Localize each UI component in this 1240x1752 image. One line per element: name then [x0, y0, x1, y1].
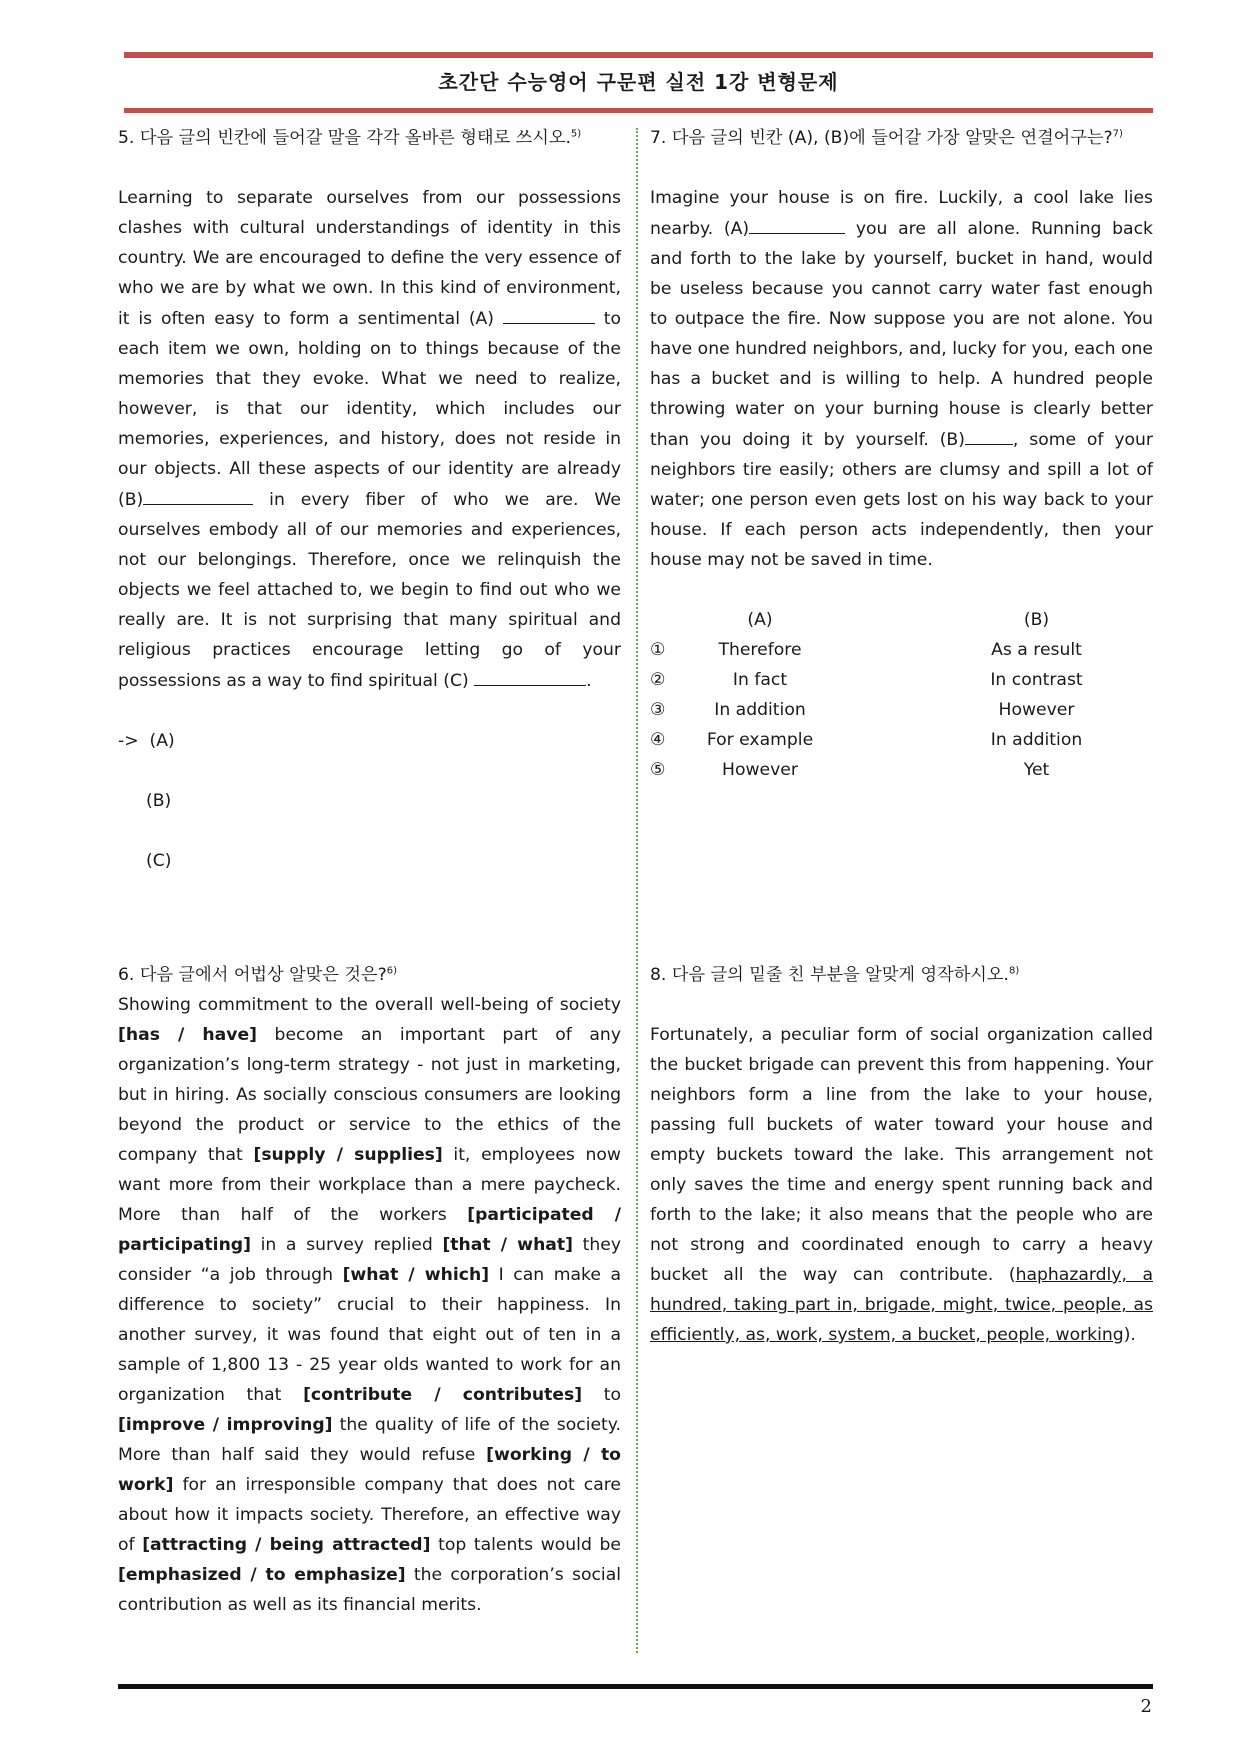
question-8-prompt: 8. 다음 글의 밑줄 친 부분을 알맞게 영작하시오.$^{8)}$ — [650, 965, 1020, 985]
grammar-option-5: [what / which] — [342, 1265, 490, 1285]
question-5 — [118, 123, 621, 876]
question-6-prompt: 6. 다음 글에서 어법상 알맞은 것은?$^{6)}$ — [118, 965, 397, 985]
choice-row[interactable] — [650, 695, 1153, 725]
question-5-prompt: 5. 다음 글의 빈칸에 들어갈 말을 각각 올바른 형태로 쓰시오.$^{5)}$ — [118, 128, 582, 148]
blank-7b — [965, 424, 1013, 445]
choice-b: However — [998, 700, 1075, 720]
choice-number: ⑤ — [650, 760, 666, 780]
choice-table — [650, 605, 1153, 785]
right-column — [650, 123, 1153, 1345]
grammar-option-7: [improve / improving] — [118, 1415, 333, 1435]
question-8-passage: Fortunately, a peculiar form of social organization called the bucket brigade can prevent this from happening. Your neighbors form a line from the lake to your house, passing full buckets of water toward your house and empty buckets toward the lake. This arrangement not only saves the time and energy spent running back and forth to the lake; it also means that the people who are not strong and coordinated enough to carry a heavy bucket all the way can contribute. (haphazardly, a hundred, taking part in, brigade, might, twice, people, as efficiently, as, work, system, a bucket, people, working). — [650, 1025, 1153, 1345]
answer-b-row: (B) — [146, 791, 172, 811]
footer-rule — [118, 1684, 1153, 1689]
question-6-passage: Showing commitment to the overall well-being of society [has / have] become an important part of any organization’s long-term strategy - not just in marketing, but in hiring. As socially conscious consumers are looking beyond the product or service to the ethics of the company that [supply / supplies] it, employees now want more from their workplace than a mere paycheck. More than half of the workers [participated / participating] in a survey replied [that / what] they consider “a job through [what / which] I can make a difference to society” crucial to their happiness. In another survey, it was found that eight out of ten in a sample of 1,800 13 - 25 year olds wanted to work for an organization that [contribute / contributes] to [improve / improving] the quality of life of the society. More than half said they would refuse [working / to work] for an irresponsible company that does not care about how it impacts society. Therefore, an effective way of [attracting / being attracted] top talents would be [emphasized / to emphasize] the corporation’s social contribution as well as its financial merits. — [118, 995, 622, 1615]
grammar-option-4: [that / what] — [442, 1235, 573, 1255]
blank-b — [143, 484, 253, 505]
choice-a: For example — [706, 730, 814, 750]
choice-number: ③ — [650, 700, 666, 720]
choice-b: As a result — [991, 640, 1082, 660]
choice-a: In addition — [714, 700, 806, 720]
answer-c-row: (C) — [146, 851, 172, 871]
grammar-option-6: [contribute / contributes] — [303, 1385, 583, 1405]
question-6 — [118, 960, 621, 1620]
page-number: 2 — [1140, 1696, 1152, 1717]
header-top-rule — [124, 52, 1153, 58]
answer-a-row: -> (A) — [118, 731, 175, 751]
choice-row[interactable] — [650, 725, 1153, 755]
grammar-option-3: [participated / participating] — [118, 1205, 622, 1255]
underlined-word-bank: haphazardly, a hundred, taking part in, brigade, might, twice, people, as efficiently, as, work, system, a bucket, people, working — [650, 1265, 1153, 1345]
column-b-header: (B) — [1023, 610, 1050, 630]
blank-7a — [749, 213, 845, 234]
choice-a: Therefore — [718, 640, 802, 660]
question-7 — [650, 123, 1153, 785]
page-title: 초간단 수능영어 구문편 실전 1강 변형문제 — [438, 70, 839, 94]
grammar-option-9: [attracting / being attracted] — [142, 1535, 431, 1555]
blank-a — [503, 303, 595, 324]
choice-a: In fact — [732, 670, 788, 690]
question-7-passage: Imagine your house is on fire. Luckily, a cool lake lies nearby. (A) you are all alone. Running back and forth to the lake by yourself, bucket in hand, would be useless because you cannot carry water fast enough to outpace the fire. Now suppose you are not alone. You have one hundred neighbors, and, lucky for you, each one has a bucket and is willing to help. A hundred people throwing water on your burning house is clearly better than you doing it by yourself. (B) , some of your neighbors tire easily; others are clumsy and spill a lot of water; one person even gets lost on his way back to your house. If each person acts independently, then your house may not be saved in time. — [650, 188, 1153, 570]
choice-b: In contrast — [990, 670, 1083, 690]
choice-number: ④ — [650, 730, 666, 750]
choice-header-row — [650, 605, 1153, 635]
choice-a: However — [722, 760, 798, 780]
column-a-header: (A) — [747, 610, 773, 630]
grammar-option-2: [supply / supplies] — [253, 1145, 443, 1165]
choice-number: ① — [650, 640, 666, 660]
choice-row[interactable] — [650, 665, 1153, 695]
grammar-option-8: [working / to work] — [118, 1445, 621, 1495]
column-divider — [636, 128, 638, 1653]
choice-row[interactable] — [650, 755, 1153, 785]
question-7-prompt: 7. 다음 글의 빈칸 (A), (B)에 들어갈 가장 알맞은 연결어구는?$^{7)}$ — [650, 128, 1123, 148]
question-5-passage: Learning to separate ourselves from our possessions clashes with cultural understandings of identity in this country. We are encouraged to define the very essence of who we are by what we own. In this kind of environment, it is often easy to form a sentimental (A) to each item we own, holding on to things because of the memories that they evoke. What we need to realize, however, is that our identity, which includes our memories, experiences, and history, does not reside in our objects. All these aspects of our identity are already (B) in every fiber of who we are. We ourselves embody all of our memories and experiences, not our belongings. Therefore, once we relinquish the objects we feel attached to, we begin to find out who we really are. It is not surprising that many spiritual and religious practices encourage letting go of your possessions as a way to find spiritual (C) . — [118, 188, 621, 691]
choice-row[interactable] — [650, 635, 1153, 665]
choice-b: In addition — [990, 730, 1083, 750]
question-8 — [650, 960, 1153, 1350]
left-column — [118, 123, 622, 1615]
choice-b: Yet — [1023, 760, 1050, 780]
blank-c — [474, 665, 586, 686]
choice-number: ② — [650, 670, 666, 690]
grammar-option-10: [emphasized / to emphasize] — [118, 1565, 406, 1585]
grammar-option-1: [has / have] — [118, 1025, 257, 1045]
header-bottom-rule — [124, 108, 1153, 113]
